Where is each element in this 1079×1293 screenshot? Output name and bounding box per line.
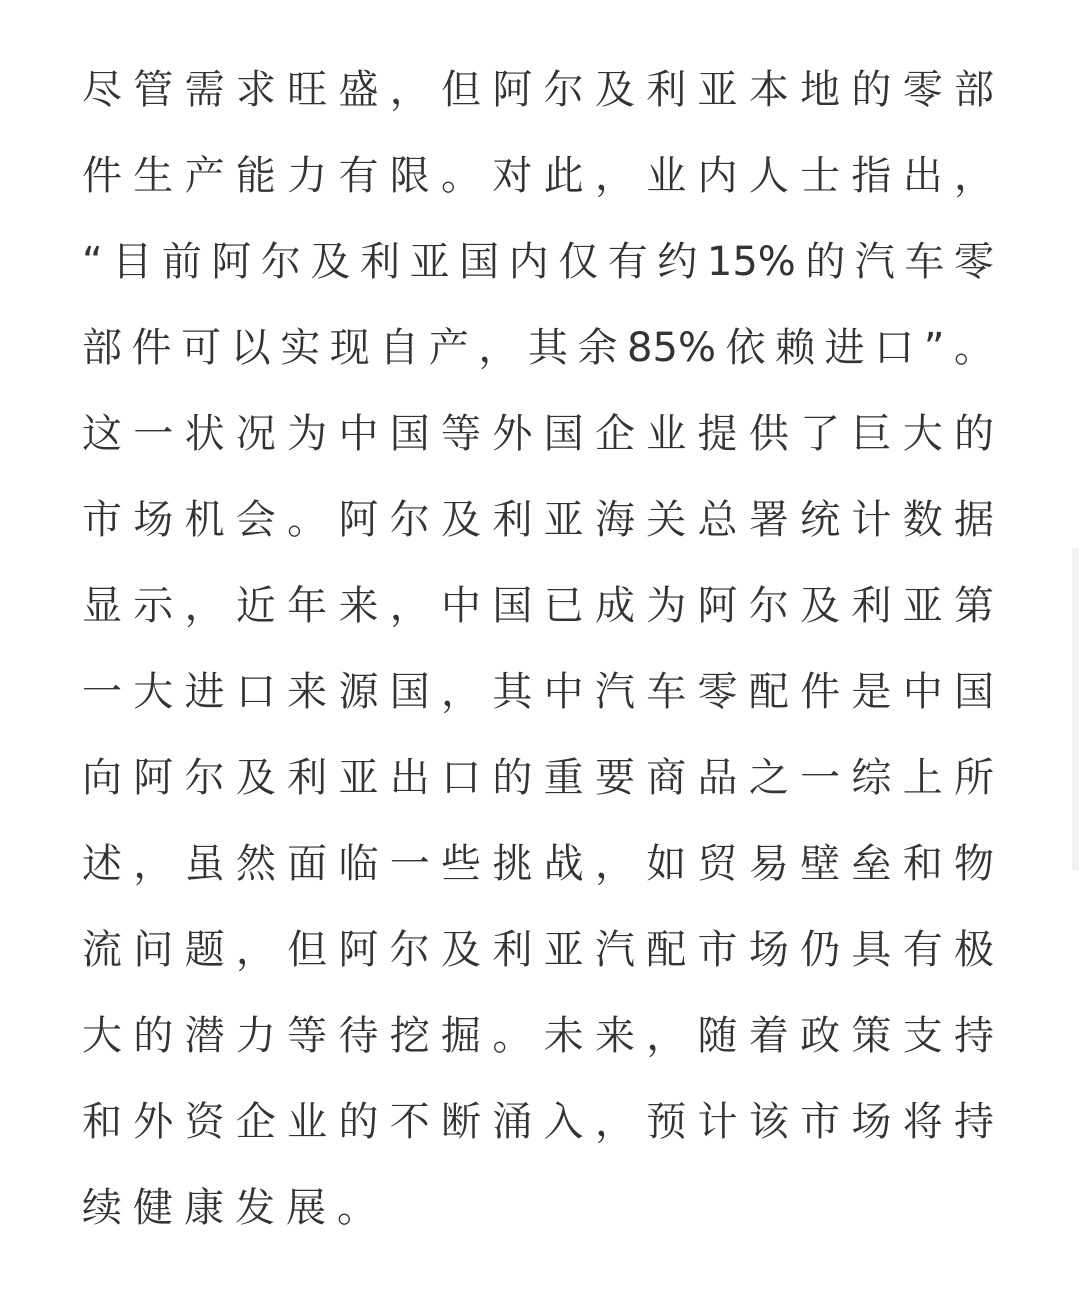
- text-line: 流问题，但阿尔及利亚汽配市场仍具有极: [82, 927, 994, 973]
- text-line: 显示，近年来，中国已成为阿尔及利亚第: [82, 583, 994, 629]
- text-line: 尽管需求旺盛，但阿尔及利亚本地的零部: [82, 67, 994, 113]
- text-line: 件生产能力有限。对此，业内人士指出，: [82, 153, 994, 199]
- text-line: 和外资企业的不断涌入，预计该市场将持: [82, 1099, 994, 1145]
- scrollbar[interactable]: [1072, 548, 1079, 870]
- text-line: 续健康发展。: [82, 1185, 388, 1231]
- article-body: [82, 55, 994, 1259]
- text-line: 一大进口来源国，其中汽车零配件是中国: [82, 669, 994, 715]
- text-line: 市场机会。阿尔及利亚海关总署统计数据: [82, 497, 994, 543]
- text-line: 述，虽然面临一些挑战，如贸易壁垒和物: [82, 841, 994, 887]
- text-line: 部件可以实现自产，其余85%依赖进口”。: [82, 325, 994, 371]
- text-line: 向阿尔及利亚出口的重要商品之一综上所: [82, 755, 994, 801]
- text-line: 这一状况为中国等外国企业提供了巨大的: [82, 411, 994, 457]
- text-line: 大的潜力等待挖掘。未来，随着政策支持: [82, 1013, 994, 1059]
- text-line: “目前阿尔及利亚国内仅有约15%的汽车零: [82, 239, 994, 285]
